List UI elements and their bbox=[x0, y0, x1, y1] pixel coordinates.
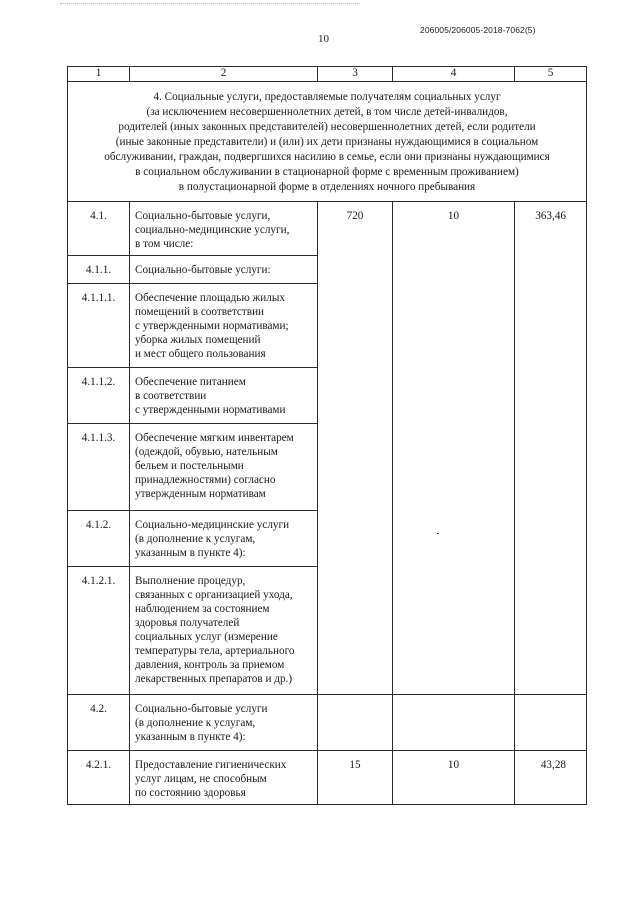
column-number: 2 bbox=[130, 67, 318, 82]
row-description bbox=[130, 567, 318, 695]
section-title-line: (иные законные представители) и (или) их дети признаны нуждающимися в социальном bbox=[115, 136, 539, 148]
page-number: 10 bbox=[318, 33, 329, 45]
description-line: Социально-бытовые услуги, bbox=[135, 210, 271, 222]
row-number: 4.1.1. bbox=[68, 256, 130, 284]
row-description bbox=[130, 284, 318, 368]
description-line: Обеспечение питанием bbox=[135, 376, 246, 388]
cell-tariff bbox=[515, 695, 587, 751]
column-number: 1 bbox=[68, 67, 130, 82]
description-line: услуг лицам, не способным bbox=[135, 773, 267, 785]
row-number: 4.1.2. bbox=[68, 511, 130, 567]
column-number: 5 bbox=[515, 67, 587, 82]
section-title-line: (за исключением несовершеннолетних детей, в том числе детей-инвалидов, bbox=[146, 106, 508, 118]
services-table bbox=[67, 66, 587, 805]
description-line: принадлежностями) согласно bbox=[135, 474, 276, 486]
row-number: 4.1.1.1. bbox=[68, 284, 130, 368]
description-line: (в дополнение к услугам, bbox=[135, 533, 256, 545]
column-number: 3 bbox=[318, 67, 393, 82]
description-line: (одеждой, обувью, нательным bbox=[135, 446, 278, 458]
table-row bbox=[68, 695, 587, 751]
section-title-line: в социальном обслуживании в стационарной форме с временным проживанием) bbox=[135, 166, 519, 178]
description-line: помещений в соответствии bbox=[135, 306, 265, 318]
row-description bbox=[130, 368, 318, 424]
description-line: связанных с организацией ухода, bbox=[135, 589, 293, 601]
cell-duration bbox=[393, 695, 515, 751]
row-number: 4.1.1.3. bbox=[68, 424, 130, 511]
description-line: с утвержденными нормативами; bbox=[135, 320, 289, 332]
description-line: температуры тела, артериального bbox=[135, 645, 295, 657]
description-line: по состоянию здоровья bbox=[135, 787, 246, 799]
description-line: лекарственных препаратов и др.) bbox=[135, 673, 293, 685]
table-row bbox=[68, 751, 587, 805]
document-id: 206005/206005-2018-7062(5) bbox=[420, 25, 536, 35]
row-number: 4.1.1.2. bbox=[68, 368, 130, 424]
description-line: уборка жилых помещений bbox=[135, 334, 261, 346]
description-line: и мест общего пользования bbox=[135, 348, 266, 360]
description-line: Предоставление гигиенических bbox=[135, 759, 287, 771]
description-line: социальных услуг (измерение bbox=[135, 631, 278, 643]
cell-duration: 10 bbox=[393, 751, 515, 805]
scan-artifact-line bbox=[60, 3, 360, 6]
cell-tariff: 363,46 bbox=[515, 202, 587, 695]
description-line: наблюдением за состоянием bbox=[135, 603, 270, 615]
table-row bbox=[68, 202, 587, 256]
description-line: в том числе: bbox=[135, 238, 194, 250]
description-line: указанным в пункте 4): bbox=[135, 731, 246, 743]
row-number: 4.2. bbox=[68, 695, 130, 751]
description-line: (в дополнение к услугам, bbox=[135, 717, 256, 729]
description-line: бельем и постельными bbox=[135, 460, 244, 472]
description-line: здоровья получателей bbox=[135, 617, 240, 629]
row-description bbox=[130, 751, 318, 805]
cell-volume bbox=[318, 695, 393, 751]
section-title-line: родителей (иных законных представителей) несовершеннолетних детей, если родители bbox=[118, 121, 536, 133]
description-line: Социально-медицинские услуги bbox=[135, 519, 290, 531]
section-title-line: обслуживании, граждан, подвергшихся насилию в семье, если они признаны нуждающимися bbox=[104, 151, 550, 163]
row-number: 4.1. bbox=[68, 202, 130, 256]
row-description bbox=[130, 511, 318, 567]
description-line: давления, контроль за приемом bbox=[135, 659, 285, 671]
description-line: Обеспечение площадью жилых bbox=[135, 292, 285, 304]
description-line: Социально-бытовые услуги: bbox=[135, 264, 271, 276]
section-title bbox=[68, 82, 587, 202]
description-line: социально-медицинские услуги, bbox=[135, 224, 290, 236]
column-number-row bbox=[68, 67, 587, 82]
cell-duration: 10 bbox=[393, 202, 515, 695]
description-line: с утвержденными нормативами bbox=[135, 404, 286, 416]
cell-volume: 15 bbox=[318, 751, 393, 805]
description-line: Обеспечение мягким инвентарем bbox=[135, 432, 294, 444]
column-number: 4 bbox=[393, 67, 515, 82]
row-number: 4.2.1. bbox=[68, 751, 130, 805]
row-description bbox=[130, 202, 318, 256]
row-description bbox=[130, 256, 318, 284]
description-line: утвержденным нормативам bbox=[135, 488, 266, 500]
description-line: Выполнение процедур, bbox=[135, 575, 246, 587]
section-title-line: в полустационарной форме в отделениях ночного пребывания bbox=[178, 181, 476, 193]
cell-volume: 720 bbox=[318, 202, 393, 695]
description-line: в соответствии bbox=[135, 390, 207, 402]
row-number: 4.1.2.1. bbox=[68, 567, 130, 695]
section-title-row bbox=[68, 82, 587, 202]
cell-tariff: 43,28 bbox=[515, 751, 587, 805]
row-description bbox=[130, 695, 318, 751]
section-title-line: 4. Социальные услуги, предоставляемые получателям социальных услуг bbox=[153, 91, 501, 103]
scan-speck bbox=[437, 533, 439, 534]
description-line: указанным в пункте 4): bbox=[135, 547, 246, 559]
description-line: Социально-бытовые услуги bbox=[135, 703, 268, 715]
row-description bbox=[130, 424, 318, 511]
